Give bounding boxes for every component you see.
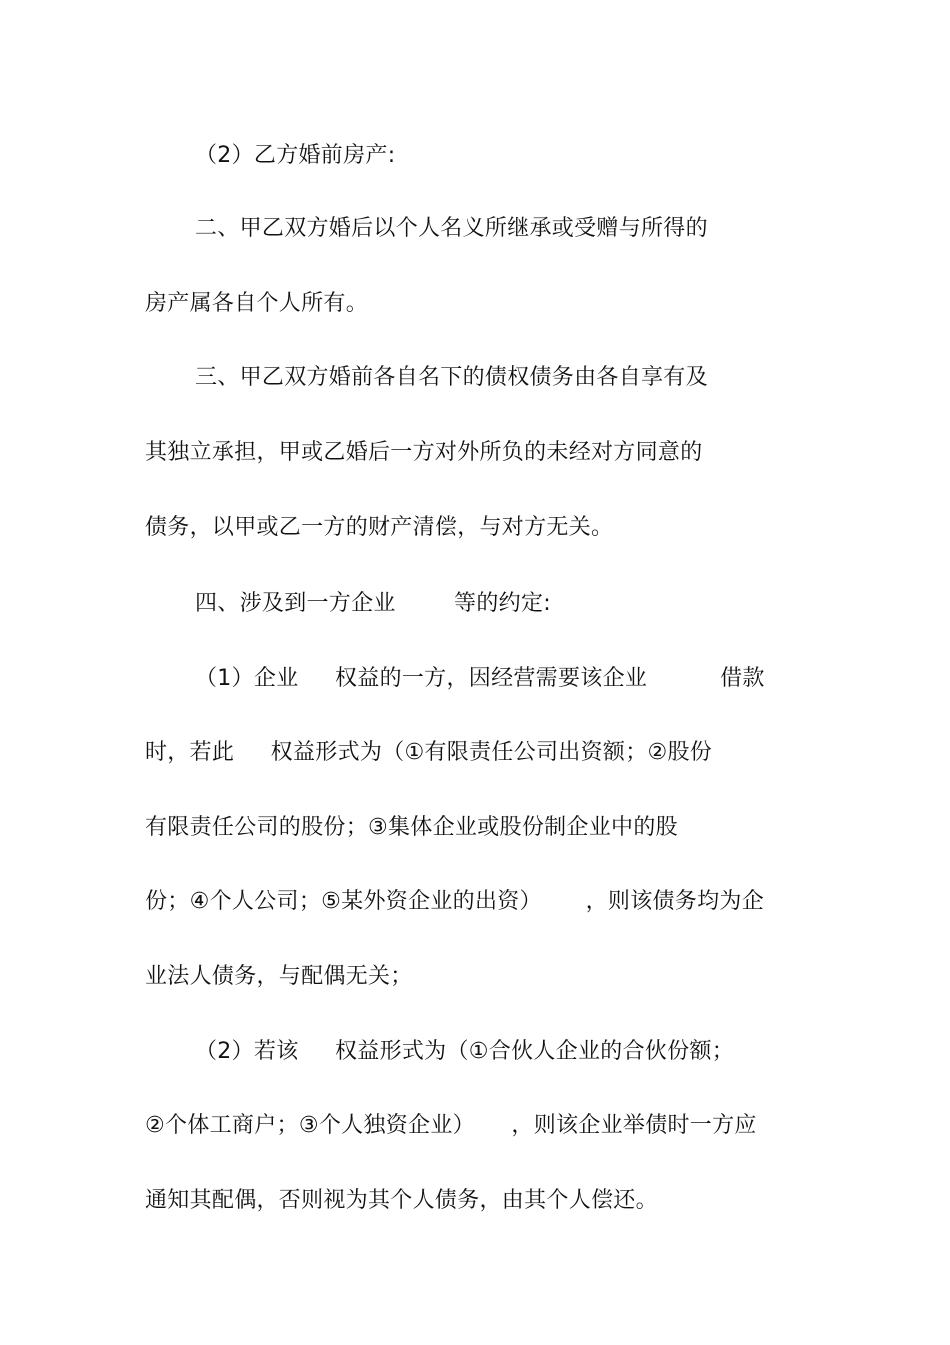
paragraph-line: （2）若该 权益形式为（①合伙人企业的合伙份额； (195, 1039, 735, 1064)
paragraph-line: ②个体工商户；③个人独资企业） ，则该企业举债时一方应 (145, 1113, 757, 1138)
paragraph-line: 其独立承担，甲或乙婚后一方对外所负的未经对方同意的 (145, 440, 703, 465)
paragraph-line: （2）乙方婚前房产: (195, 143, 396, 168)
paragraph-line: 二、甲乙双方婚后以个人名义所继承或受赠与所得的 (195, 216, 708, 241)
paragraph-line: 四、涉及到一方企业 等的约定: (195, 591, 551, 616)
paragraph-line: 三、甲乙双方婚前各自名下的债权债务由各自享有及 (195, 365, 708, 390)
paragraph-line: 时，若此 权益形式为（①有限责任公司出资额；②股份 (145, 740, 713, 765)
paragraph-line: 房产属各自个人所有。 (145, 291, 369, 316)
paragraph-line: （1）企业 权益的一方，因经营需要该企业 借款 (195, 666, 765, 691)
paragraph-line: 份；④个人公司；⑤某外资企业的出资） ，则该债务均为企 (145, 889, 765, 914)
paragraph-line: 债务，以甲或乙一方的财产清偿，与对方无关。 (145, 515, 614, 540)
paragraph-line: 通知其配偶，否则视为其个人债务，由其个人偿还。 (145, 1188, 658, 1213)
paragraph-line: 有限责任公司的股份；③集体企业或股份制企业中的股 (145, 815, 678, 840)
paragraph-line: 业法人债务，与配偶无关； (145, 964, 413, 989)
